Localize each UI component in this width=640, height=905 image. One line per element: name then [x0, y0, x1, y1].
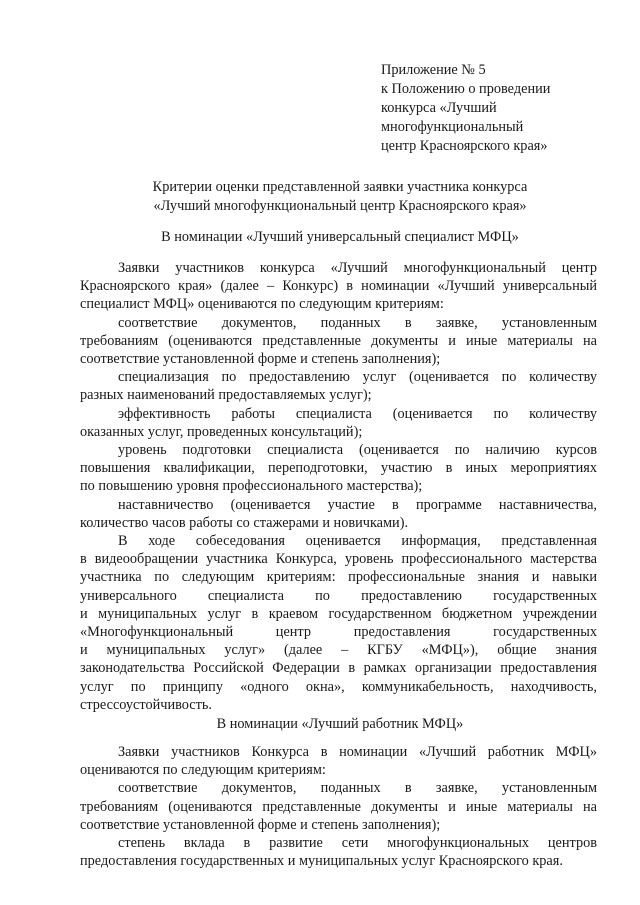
paragraph-line: специализация по предоставлению услуг (оценивается по количеству — [118, 369, 597, 386]
paragraph-line: «Многофункциональный центр предоставления государственных — [80, 624, 597, 640]
appendix-line: к Положению о проведении — [381, 81, 551, 97]
paragraph-line: и муниципальных услуг» (далее – КГБУ «МФЦ»), общие знания — [80, 642, 597, 659]
paragraph-line: соответствие установленной форме и степень заполнения); — [80, 816, 441, 833]
paragraph-line: по повышению уровня профессионального мастерства); — [80, 478, 423, 495]
paragraph-line: Заявки участников конкурса «Лучший многофункциональный центр — [118, 260, 597, 276]
title-line: «Лучший многофункциональный центр Красноярского края» — [153, 198, 527, 214]
paragraph-line: наставничество (оценивается участие в программе наставничества, — [118, 496, 597, 513]
appendix-line: центр Красноярского края» — [381, 138, 548, 154]
paragraph-line: количество часов работы со стажерами и новичками). — [80, 514, 409, 531]
paragraph-line: предоставления государственных и муниципальных услуг Красноярского края. — [80, 853, 563, 870]
paragraph-line: участника по следующим критериям: профессиональные знания и навыки — [80, 569, 597, 586]
paragraph-line: Красноярского края» (далее – Конкурс) в номинации «Лучший универсальный — [80, 278, 597, 295]
paragraph-line: оцениваются по следующим критериям: — [80, 762, 326, 779]
paragraph-line: разных наименований предоставляемых услуг); — [80, 387, 372, 404]
paragraph-line: Заявки участников Конкурса в номинации «Лучший работник МФЦ» — [118, 744, 597, 760]
paragraph-line: стрессоустойчивость. — [80, 696, 212, 713]
paragraph-line: В ходе собеседования оценивается информация, представленная — [118, 533, 597, 549]
paragraph-line: услуг по принципу «одного окна», коммуникабельность, находчивость, — [80, 678, 597, 695]
appendix-number: Приложение № 5 — [381, 62, 486, 78]
paragraph-line: законодательства Российской Федерации в рамках организации предоставления — [80, 660, 597, 677]
paragraph-line: повышения квалификации, переподготовки, участию в иных мероприятиях — [80, 460, 597, 477]
paragraph-line: соответствие установленной форме и степень заполнения); — [80, 351, 441, 367]
appendix-line: многофункциональный — [381, 119, 524, 135]
paragraph-line: универсального специалиста по предоставлению государственных — [80, 587, 597, 604]
nomination-heading: В номинации «Лучший универсальный специалист МФЦ» — [161, 229, 519, 245]
paragraph-line: соответствие документов, поданных в заявке, установленным — [118, 314, 597, 331]
paragraph-line: оказанных услуг, проведенных консультаций); — [80, 423, 363, 440]
paragraph-line: эффективность работы специалиста (оценивается по количеству — [118, 405, 597, 422]
paragraph-line: соответствие документов, поданных в заявке, установленным — [118, 780, 597, 797]
title-line: Критерии оценки представленной заявки участника конкурса — [152, 179, 528, 195]
paragraph-line: и муниципальных услуг в краевом государственном бюджетном учреждении — [80, 605, 597, 622]
paragraph-line: специалист МФЦ» оцениваются по следующим критериям: — [80, 296, 444, 313]
paragraph-line: уровень подготовки специалиста (оценивается по наличию курсов — [118, 442, 597, 458]
nomination-heading: В номинации «Лучший работник МФЦ» — [216, 715, 464, 732]
paragraph-line: требованиям (оцениваются представленные документы и иные материалы на — [80, 798, 597, 815]
paragraph-line: степень вклада в развитие сети многофункциональных центров — [118, 835, 597, 851]
paragraph-line: в видеообращении участника Конкурса, уровень профессионального мастерства — [80, 551, 597, 568]
paragraph-line: требованиям (оцениваются представленные документы и иные материалы на — [80, 332, 597, 349]
appendix-line: конкурса «Лучший — [381, 100, 497, 116]
